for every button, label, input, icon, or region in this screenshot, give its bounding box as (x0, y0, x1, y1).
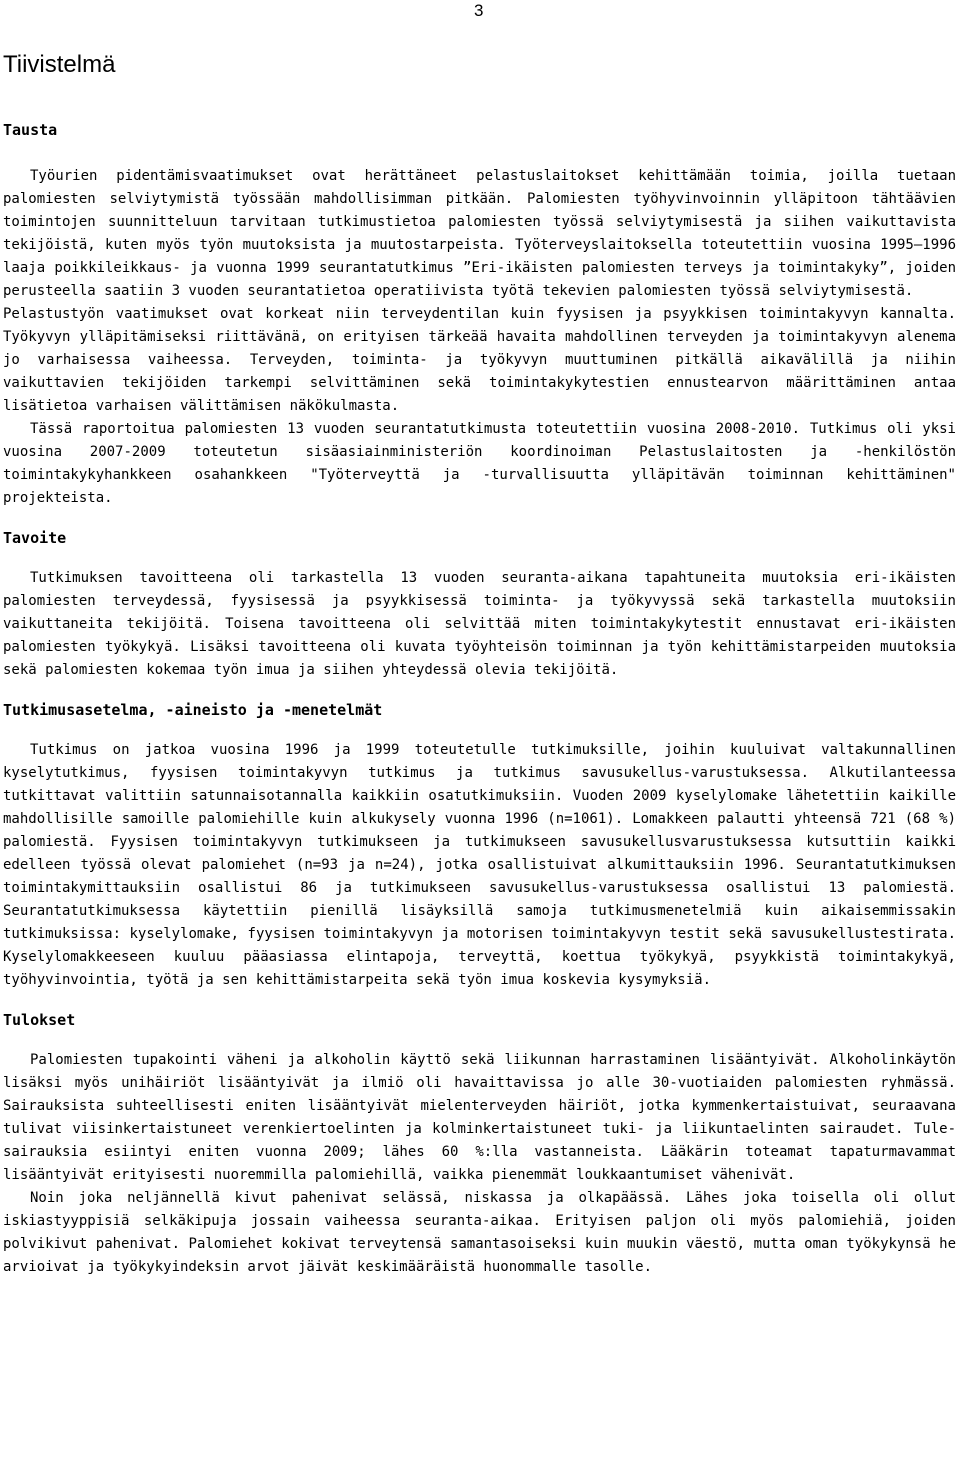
section-tavoite (3, 526, 956, 682)
page-number: 3 (474, 1, 484, 20)
section-heading-menetelmat: Tutkimusasetelma, -aineisto ja -menetelmät (3, 701, 383, 719)
section-heading-tausta: Tausta (3, 121, 58, 139)
paragraph: Tutkimus on jatkoa vuosina 1996 ja 1999 toteutetulle tutkimuksille, joihin kuuluivat valtakunnallinen kyselytutkimus, fyysisen toimintakyvyn tutkimus ja tutkimus savusukellus-varustuksessa. Alkutilanteessa tutkittavat valittiin satunnaisotannalla kaikkiin osatutkimuksiin. Vuoden 2009 kyselylomake lähetettiin kaikille mahdollisille samoille palomiehille kuin alkukysely vuonna 1996 (n=1061). Lomakkeen palautti yhteensä 721 (68 %) palomiestä. Fyysisen toimintakyvyn tutkimukseen ja tutkimukseen savusukellusvarustuksessa kutsuttiin kaikki edelleen työssä olevat palomiehet (n=93 ja n=24), jotka osallistuivat alkumittauksiin 1996. Seurantatutkimuksen toimintakymittauksiin osallistui 86 ja tutkimukseen savusukellus-varustuksessa osallistui 13 palomiestä. Seurantatutkimuksessa käytettiin pienillä lisäyksillä samoja tutkimusmenetelmiä kuin aikaisemmissakin tutkimuksissa: kyselylomake, fyysisen toimintakyvyn ja motorisen toimintakyvyn testit sekä savusukellustestirata. Kyselylomakkeeseen kuuluu pääasiassa elintapoja, terveyttä, koettua työkykyä, psyykkistä toimintakykyä, työhyvinvointia, työtä ja sen kehittämistarpeita sekä työn imua koskevia kysymyksiä. (3, 742, 956, 988)
page-title: Tiivistelmä (3, 51, 116, 78)
section-heading-tavoite: Tavoite (3, 529, 67, 547)
section-heading-tulokset: Tulokset (3, 1011, 76, 1029)
paragraph: Tässä raportoitua palomiesten 13 vuoden seurantatutkimusta toteutettiin vuosina 2008-2010. Tutkimus oli yksi vuosina 2007-2009 toteutetun sisäasiainministeriön koordinoiman Pelastuslaitosten ja -henkilöstön toimintakykyhankkeen osahankkeen "Työterveyttä ja -turvallisuutta ylläpitävän toiminnan kehittäminen" projekteista. (3, 421, 956, 506)
paragraph: Tutkimuksen tavoitteena oli tarkastella 13 vuoden seuranta-aikana tapahtuneita muutoksia eri-ikäisten palomiesten terveydessä, fyysisessä ja psyykkisessä toiminta- ja työkyvyssä sekä tarkastella muutoksiin vaikuttaneita tekijöitä. Toisena tavoitteena oli selvittää miten toimintakykytestit ennustavat eri-ikäisten palomiesten työkykyä. Lisäksi tavoitteena oli kuvata työyhteisön toiminnan ja työn kehittämistarpeiden muutoksia sekä palomiesten kokemaa työn imua ja siihen yhteydessä olevia tekijöitä. (3, 570, 956, 678)
paragraph: Työurien pidentämisvaatimukset ovat herättäneet pelastuslaitokset kehittämään toimia, joilla tuetaan palomiesten selviytymistä työssään mahdollisimman pitkään. Palomiesten työhyvinvoinnin ylläpitoon tähtäävien toimintojen suunnitteluun tarvitaan tutkimustietoa palomiesten työssä selviytymisestä ja siihen vaikuttavista tekijöistä, kuten myös työn muutoksista ja muutostarpeista. Työterveyslaitoksella toteutettiin vuosina 1995–1996 laaja poikkileikkaus- ja vuonna 1999 seurantatutkimus ”Eri-ikäisten palomiesten terveys ja toimintakyky”, joiden perusteella saatiin 3 vuoden seurantatietoa operatiivista työtä tekevien palomiesten työssä selviytymisestä. (3, 168, 956, 299)
abstract-body (3, 118, 956, 1279)
section-menetelmat (3, 698, 956, 992)
paragraph: Pelastustyön vaatimukset ovat korkeat niin terveydentilan kuin fyysisen ja psyykkisen toimintakyvyn kannalta. Työkyvyn ylläpitämiseksi riittävänä, on erityisen tärkeää havaita mahdollinen terveyden ja toimintakyvyn alenema jo varhaisessa vaiheessa. Terveyden, toiminta- ja työkyvyn muuttuminen pitkällä aikavälillä ja niihin vaikuttavien tekijöiden tarkempi selvittäminen sekä toimintakykytestien ennustearvon määrittäminen antaa lisätietoa varhaisen välittämisen näkökulmasta. (3, 306, 956, 414)
section-tausta (3, 118, 956, 510)
paragraph: Palomiesten tupakointi väheni ja alkoholin käyttö sekä liikunnan harrastaminen lisääntyivät. Alkoholinkäytön lisäksi myös unihäiriöt lisääntyivät ja ilmiö oli havaittavissa jo alle 30-vuotiaiden palomiesten ryhmässä. Sairauksista suhteellisesti eniten lisääntyivät mielenterveyden häiriöt, jotka kymmenkertaistuivat, seuraavana tulivat viisinkertaistuneet verenkiertoelinten ja kolminkertaistuneet tuki- ja liikuntaelinten sairaudet. Tule-sairauksia esiintyi eniten vuonna 2009; lähes 60 %:lla vastanneista. Lääkärin toteamat tapaturmavammat lisääntyivät erityisesti nuoremmilla palomiehillä, vaikka pienemmät loukkaantumiset vähenivät. (3, 1052, 956, 1183)
paragraph: Noin joka neljännellä kivut pahenivat selässä, niskassa ja olkapäässä. Lähes joka toisella oli ollut iskiastyyppisiä selkäkipuja jossain vaiheessa seuranta-aikaa. Erityisen paljon oli myös palomiehiä, joiden polvikivut pahenivat. Palomiehet kokivat terveytensä samantasoiseksi kuin muukin väestö, mutta oman työkykynsä he arvioivat ja työkykyindeksin arvot jäivät keskimääräistä huonommalle tasolle. (3, 1190, 956, 1275)
section-tulokset (3, 1008, 956, 1279)
